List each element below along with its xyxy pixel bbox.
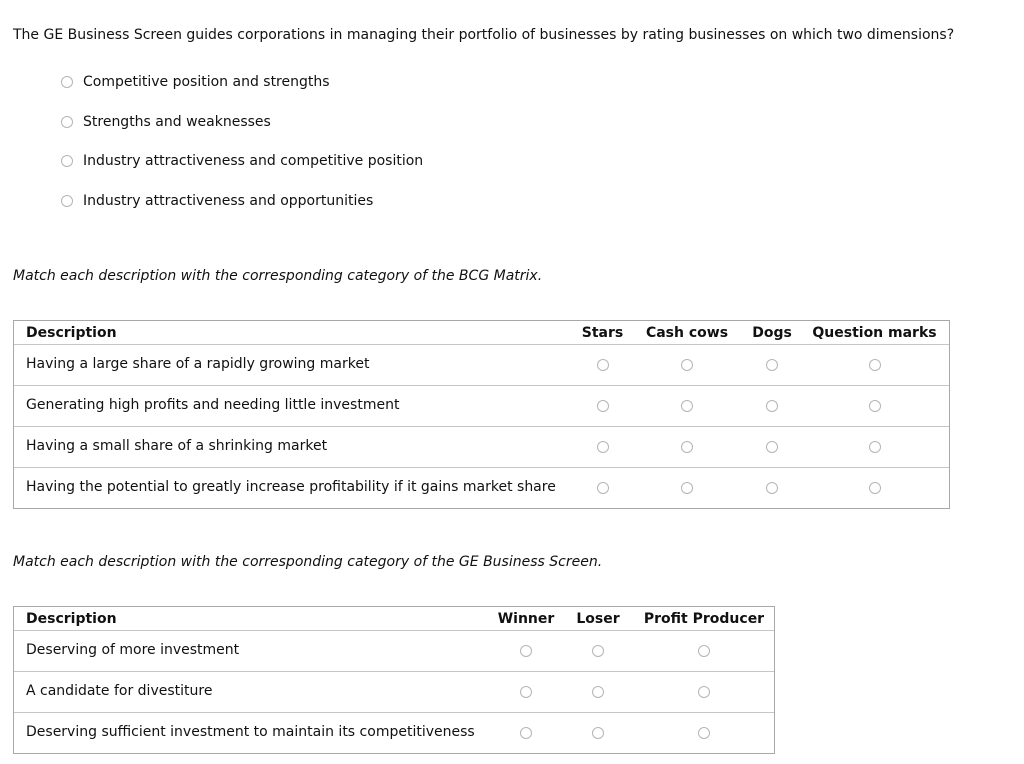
radio-loser[interactable]: [592, 645, 604, 657]
table-row: [14, 467, 949, 508]
radio-dogs[interactable]: [766, 359, 778, 371]
option-label: Industry attractiveness and competitive position: [83, 153, 424, 170]
question-text: The GE Business Screen guides corporations in managing their portfolio of businesses by rating businesses on which two dimensions?: [13, 27, 955, 43]
bcg-matrix-table: [13, 320, 950, 509]
radio-profit-producer[interactable]: [698, 645, 710, 657]
row-description: Having a small share of a shrinking market: [26, 438, 328, 454]
column-header-stars: Stars: [581, 324, 624, 341]
table-row: [14, 712, 774, 753]
radio-stars[interactable]: [597, 400, 609, 412]
column-header-profit-producer: Profit Producer: [643, 610, 765, 627]
radio-button[interactable]: [61, 195, 73, 207]
table-header: [14, 321, 949, 344]
option-4[interactable]: [58, 191, 423, 211]
option-2[interactable]: [58, 112, 423, 132]
ge-screen-table: [13, 606, 775, 754]
row-description: A candidate for divestiture: [26, 683, 213, 699]
radio-dogs[interactable]: [766, 400, 778, 412]
radio-stars[interactable]: [597, 359, 609, 371]
radio-stars[interactable]: [597, 441, 609, 453]
radio-question-marks[interactable]: [869, 441, 881, 453]
radio-button[interactable]: [61, 155, 73, 167]
option-1[interactable]: [58, 72, 423, 92]
column-header-loser: Loser: [576, 610, 620, 627]
option-label: Competitive position and strengths: [83, 74, 330, 90]
radio-stars[interactable]: [597, 482, 609, 494]
radio-cash-cows[interactable]: [681, 441, 693, 453]
column-header-question-marks: Question marks: [812, 324, 937, 341]
radio-winner[interactable]: [520, 686, 532, 698]
bcg-instruction: Match each description with the corresponding category of the BCG Matrix.: [13, 268, 543, 284]
option-label: Strengths and weaknesses: [83, 113, 271, 130]
table-row: [14, 385, 949, 426]
option-3[interactable]: [58, 151, 423, 171]
radio-dogs[interactable]: [766, 482, 778, 494]
radio-button[interactable]: [61, 76, 73, 88]
radio-profit-producer[interactable]: [698, 727, 710, 739]
column-header-description: Description: [26, 324, 117, 341]
radio-loser[interactable]: [592, 727, 604, 739]
row-description: Deserving of more investment: [26, 642, 240, 658]
radio-loser[interactable]: [592, 686, 604, 698]
radio-winner[interactable]: [520, 727, 532, 739]
row-description: Having the potential to greatly increase profitability if it gains market share: [26, 479, 556, 495]
row-description: Deserving sufficient investment to maintain its competitiveness: [26, 724, 475, 740]
radio-question-marks[interactable]: [869, 359, 881, 371]
table-row: [14, 671, 774, 712]
radio-profit-producer[interactable]: [698, 686, 710, 698]
column-header-description: Description: [26, 610, 117, 627]
table-row: [14, 344, 949, 385]
row-description: Having a large share of a rapidly growing market: [26, 356, 370, 372]
radio-cash-cows[interactable]: [681, 400, 693, 412]
radio-cash-cows[interactable]: [681, 482, 693, 494]
table-header: [14, 607, 774, 630]
table-row: [14, 426, 949, 467]
column-header-winner: Winner: [497, 610, 555, 627]
radio-dogs[interactable]: [766, 441, 778, 453]
radio-question-marks[interactable]: [869, 400, 881, 412]
radio-cash-cows[interactable]: [681, 359, 693, 371]
radio-winner[interactable]: [520, 645, 532, 657]
ge-instruction: Match each description with the corresponding category of the GE Business Screen.: [13, 554, 603, 570]
table-row: [14, 630, 774, 671]
answer-options: [58, 72, 423, 231]
radio-button[interactable]: [61, 116, 73, 128]
radio-question-marks[interactable]: [869, 482, 881, 494]
column-header-dogs: Dogs: [752, 324, 792, 341]
row-description: Generating high profits and needing little investment: [26, 397, 400, 413]
option-label: Industry attractiveness and opportunities: [83, 193, 374, 210]
column-header-cash-cows: Cash cows: [645, 324, 729, 341]
